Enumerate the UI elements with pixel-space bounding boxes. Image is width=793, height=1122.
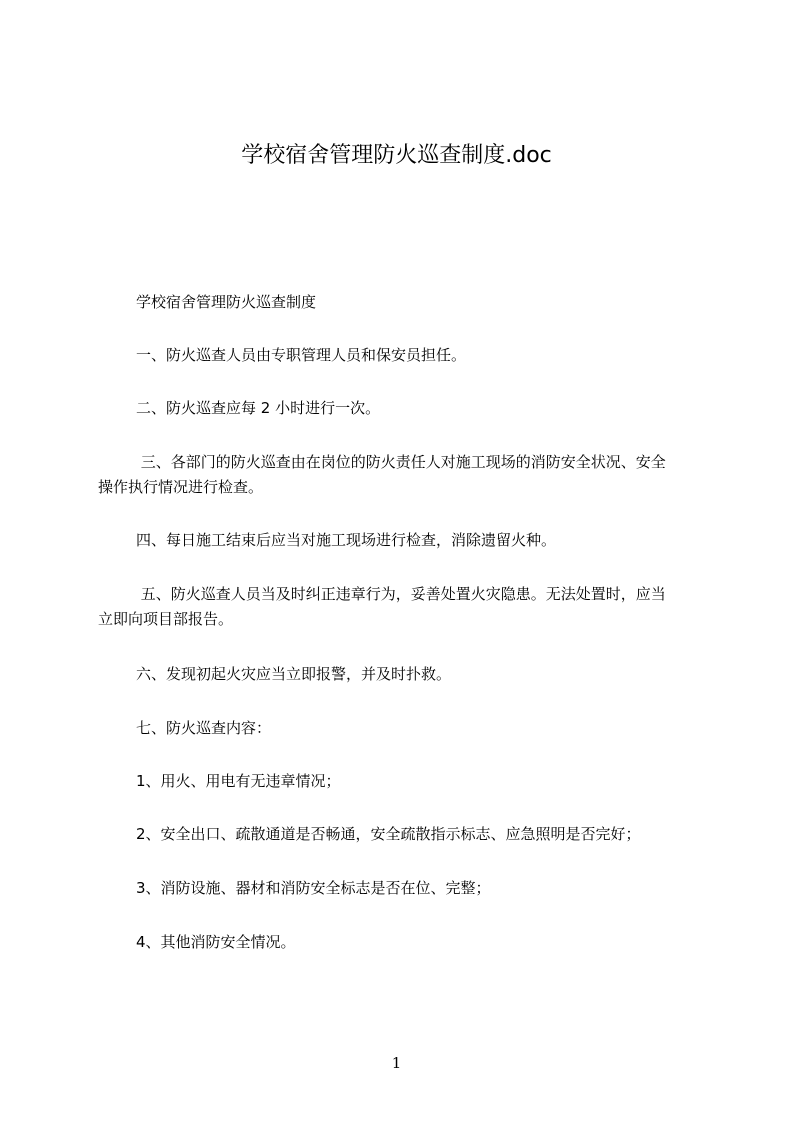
paragraph-7: 七、防火巡查内容： <box>136 719 272 737</box>
paragraph-5-line-2: 立即向项目部报告。 <box>98 610 234 628</box>
list-item-2: 2、安全出口、疏散通道是否畅通，安全疏散指示标志、应急照明是否完好； <box>136 825 641 843</box>
paragraph-5-line-1: 五、防火巡查人员当及时纠正违章行为，妥善处置火灾隐患。无法处置时，应当 <box>136 585 666 603</box>
paragraph-1: 一、防火巡查人员由专职管理人员和保安员担任。 <box>136 346 467 364</box>
list-item-3: 3、消防设施、器材和消防安全标志是否在位、完整； <box>136 879 491 897</box>
page-number: 1 <box>391 1054 402 1072</box>
paragraph-3-line-1: 三、各部门的防火巡查由在岗位的防火责任人对施工现场的消防安全状况、安全 <box>136 453 666 471</box>
paragraph-2: 二、防火巡查应每 2 小时进行一次。 <box>136 399 381 417</box>
list-item-4: 4、其他消防安全情况。 <box>136 933 296 951</box>
paragraph-6: 六、发现初起火灾应当立即报警，并及时扑救。 <box>136 665 452 683</box>
paragraph-4: 四、每日施工结束后应当对施工现场进行检查，消除遗留火种。 <box>136 531 557 549</box>
paragraph-3-line-2: 操作执行情况进行检查。 <box>98 478 264 496</box>
list-item-1: 1、用火、用电有无违章情况； <box>136 772 341 790</box>
document-heading: 学校宿舍管理防火巡查制度 <box>136 293 317 311</box>
document-title: 学校宿舍管理防火巡查制度.doc <box>241 143 552 168</box>
